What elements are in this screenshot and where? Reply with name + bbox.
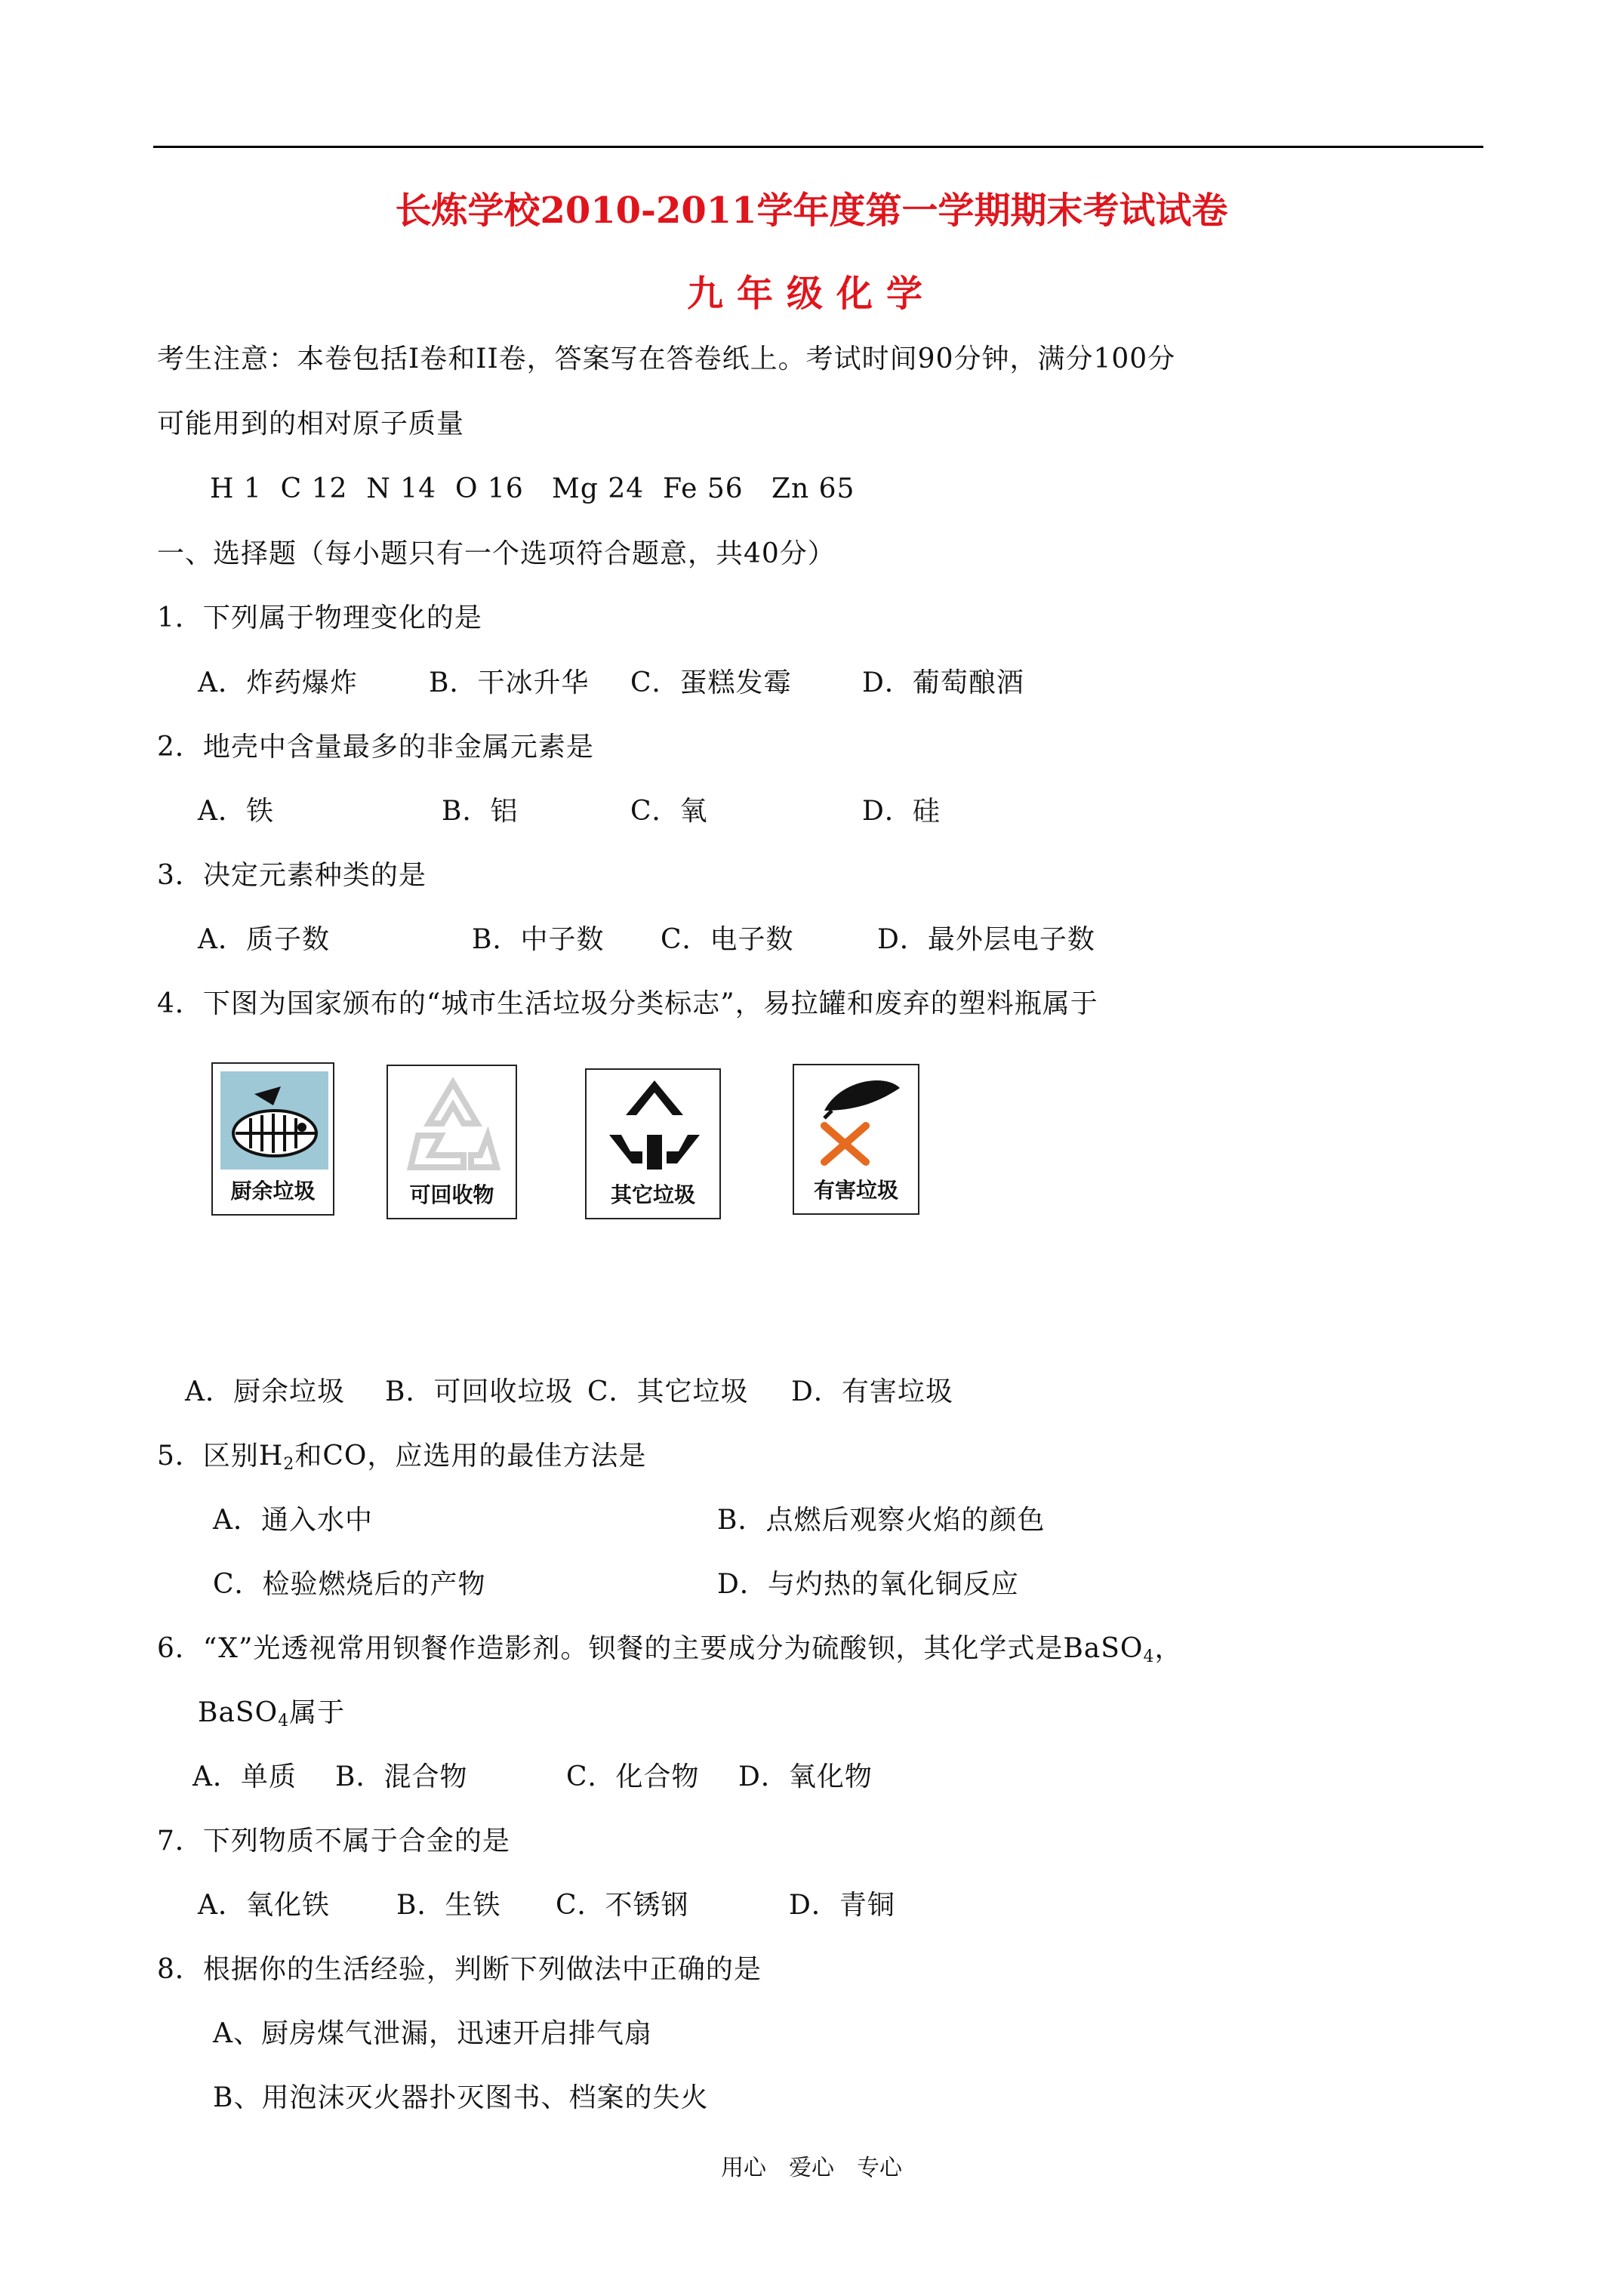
top-rule bbox=[153, 146, 1483, 148]
q1-option-a: A．炸药爆炸 bbox=[198, 667, 358, 698]
exam-subtitle: 九年级化学 bbox=[686, 273, 936, 315]
q7-option-c: C．不锈钢 bbox=[556, 1890, 689, 1921]
q4-stem: 4．下图为国家颁布的“城市生活垃圾分类标志”，易拉罐和废弃的塑料瓶属于 bbox=[157, 988, 1098, 1019]
hazard-icon bbox=[794, 1065, 921, 1179]
recycle-icon bbox=[388, 1066, 519, 1179]
q7-stem: 7．下列物质不属于合金的是 bbox=[157, 1826, 510, 1857]
q5-stem: 5．区别$H_2$和CO，应选用的最佳方法是 bbox=[157, 1441, 647, 1474]
sign-label: 可回收物 bbox=[409, 1182, 494, 1207]
q3-stem: 3．决定元素种类的是 bbox=[157, 860, 427, 891]
q2-option-b: B．铝 bbox=[442, 796, 519, 827]
q8-option-a: A、厨房煤气泄漏，迅速开启排气扇 bbox=[213, 2018, 652, 2049]
q5-option-a: A．通入水中 bbox=[213, 1505, 373, 1536]
q4-option-d: D．有害垃圾 bbox=[791, 1376, 953, 1407]
sign-label: 其它垃圾 bbox=[610, 1182, 695, 1207]
sign-label: 有害垃圾 bbox=[813, 1178, 898, 1203]
q4-option-b: B．可回收垃圾 bbox=[385, 1376, 574, 1407]
q7-option-b: B．生铁 bbox=[396, 1890, 501, 1921]
q3-option-c: C．电子数 bbox=[661, 924, 794, 955]
q2-option-d: D．硅 bbox=[862, 796, 941, 827]
other-waste-sign bbox=[585, 1068, 721, 1219]
q6-option-c: C．化合物 bbox=[566, 1761, 700, 1792]
q5-option-c: C．检验燃烧后的产物 bbox=[213, 1569, 486, 1600]
q4-option-a: A．厨余垃圾 bbox=[185, 1376, 345, 1407]
fish-bone-icon bbox=[213, 1064, 336, 1177]
q8-stem: 8．根据你的生活经验，判断下列做法中正确的是 bbox=[157, 1954, 762, 1985]
q8-option-b: B、用泡沫灭火器扑灭图书、档案的失火 bbox=[213, 2082, 709, 2113]
q1-option-d: D．葡萄酿酒 bbox=[862, 667, 1024, 698]
q2-option-a: A．铁 bbox=[198, 796, 274, 827]
q1-stem: 1．下列属于物理变化的是 bbox=[157, 603, 482, 633]
exam-notice: 考生注意：本卷包括Ⅰ卷和II卷，答案写在答卷纸上。考试时间90分钟，满分100分 bbox=[157, 344, 1176, 374]
q1-option-b: B．干冰升华 bbox=[429, 667, 590, 698]
q5-option-b: B．点燃后观察火焰的颜色 bbox=[717, 1505, 1046, 1536]
q2-option-c: C．氧 bbox=[630, 796, 708, 827]
recyclable-sign bbox=[387, 1065, 517, 1219]
sign-label: 厨余垃圾 bbox=[230, 1179, 316, 1203]
q5-option-d: D．与灼热的氧化铜反应 bbox=[717, 1569, 1019, 1600]
q3-option-d: D．最外层电子数 bbox=[877, 924, 1095, 955]
q2-stem: 2．地壳中含量最多的非金属元素是 bbox=[157, 732, 594, 763]
section1-title: 一、选择题（每小题只有一个选项符合题意，共40分） bbox=[157, 538, 836, 569]
q3-option-b: B．中子数 bbox=[472, 924, 605, 955]
q6-stem: 6．“X”光透视常用钡餐作造影剂。钡餐的主要成分为硫酸钡，其化学式是BaSO$_4$， bbox=[157, 1633, 1183, 1666]
kitchen-waste-sign bbox=[211, 1062, 334, 1216]
q3-option-a: A．质子数 bbox=[198, 924, 330, 955]
q6-option-a: A．单质 bbox=[192, 1761, 297, 1792]
q4-option-c: C．其它垃圾 bbox=[587, 1376, 749, 1407]
hazardous-waste-sign bbox=[793, 1064, 919, 1215]
q6-option-b: B．混合物 bbox=[335, 1761, 468, 1792]
page-footer: 用心 爱心 专心 bbox=[721, 2155, 902, 2181]
q7-option-d: D．青铜 bbox=[789, 1890, 895, 1921]
q6-option-d: D．氧化物 bbox=[738, 1761, 873, 1792]
exam-title: 长炼学校2010-2011学年度第一学期期末考试试卷 bbox=[395, 190, 1228, 232]
q7-option-a: A．氧化铁 bbox=[198, 1890, 330, 1921]
q6-stem-line2: BaSO$_4$属于 bbox=[198, 1697, 346, 1730]
atomic-mass-list: H 1 C 12 N 14 O 16 Mg 24 Fe 56 Zn 65 bbox=[210, 473, 855, 504]
atomic-mass-title: 可能用到的相对原子质量 bbox=[157, 408, 465, 439]
other-waste-icon bbox=[587, 1070, 722, 1182]
q1-option-c: C．蛋糕发霉 bbox=[630, 667, 792, 698]
